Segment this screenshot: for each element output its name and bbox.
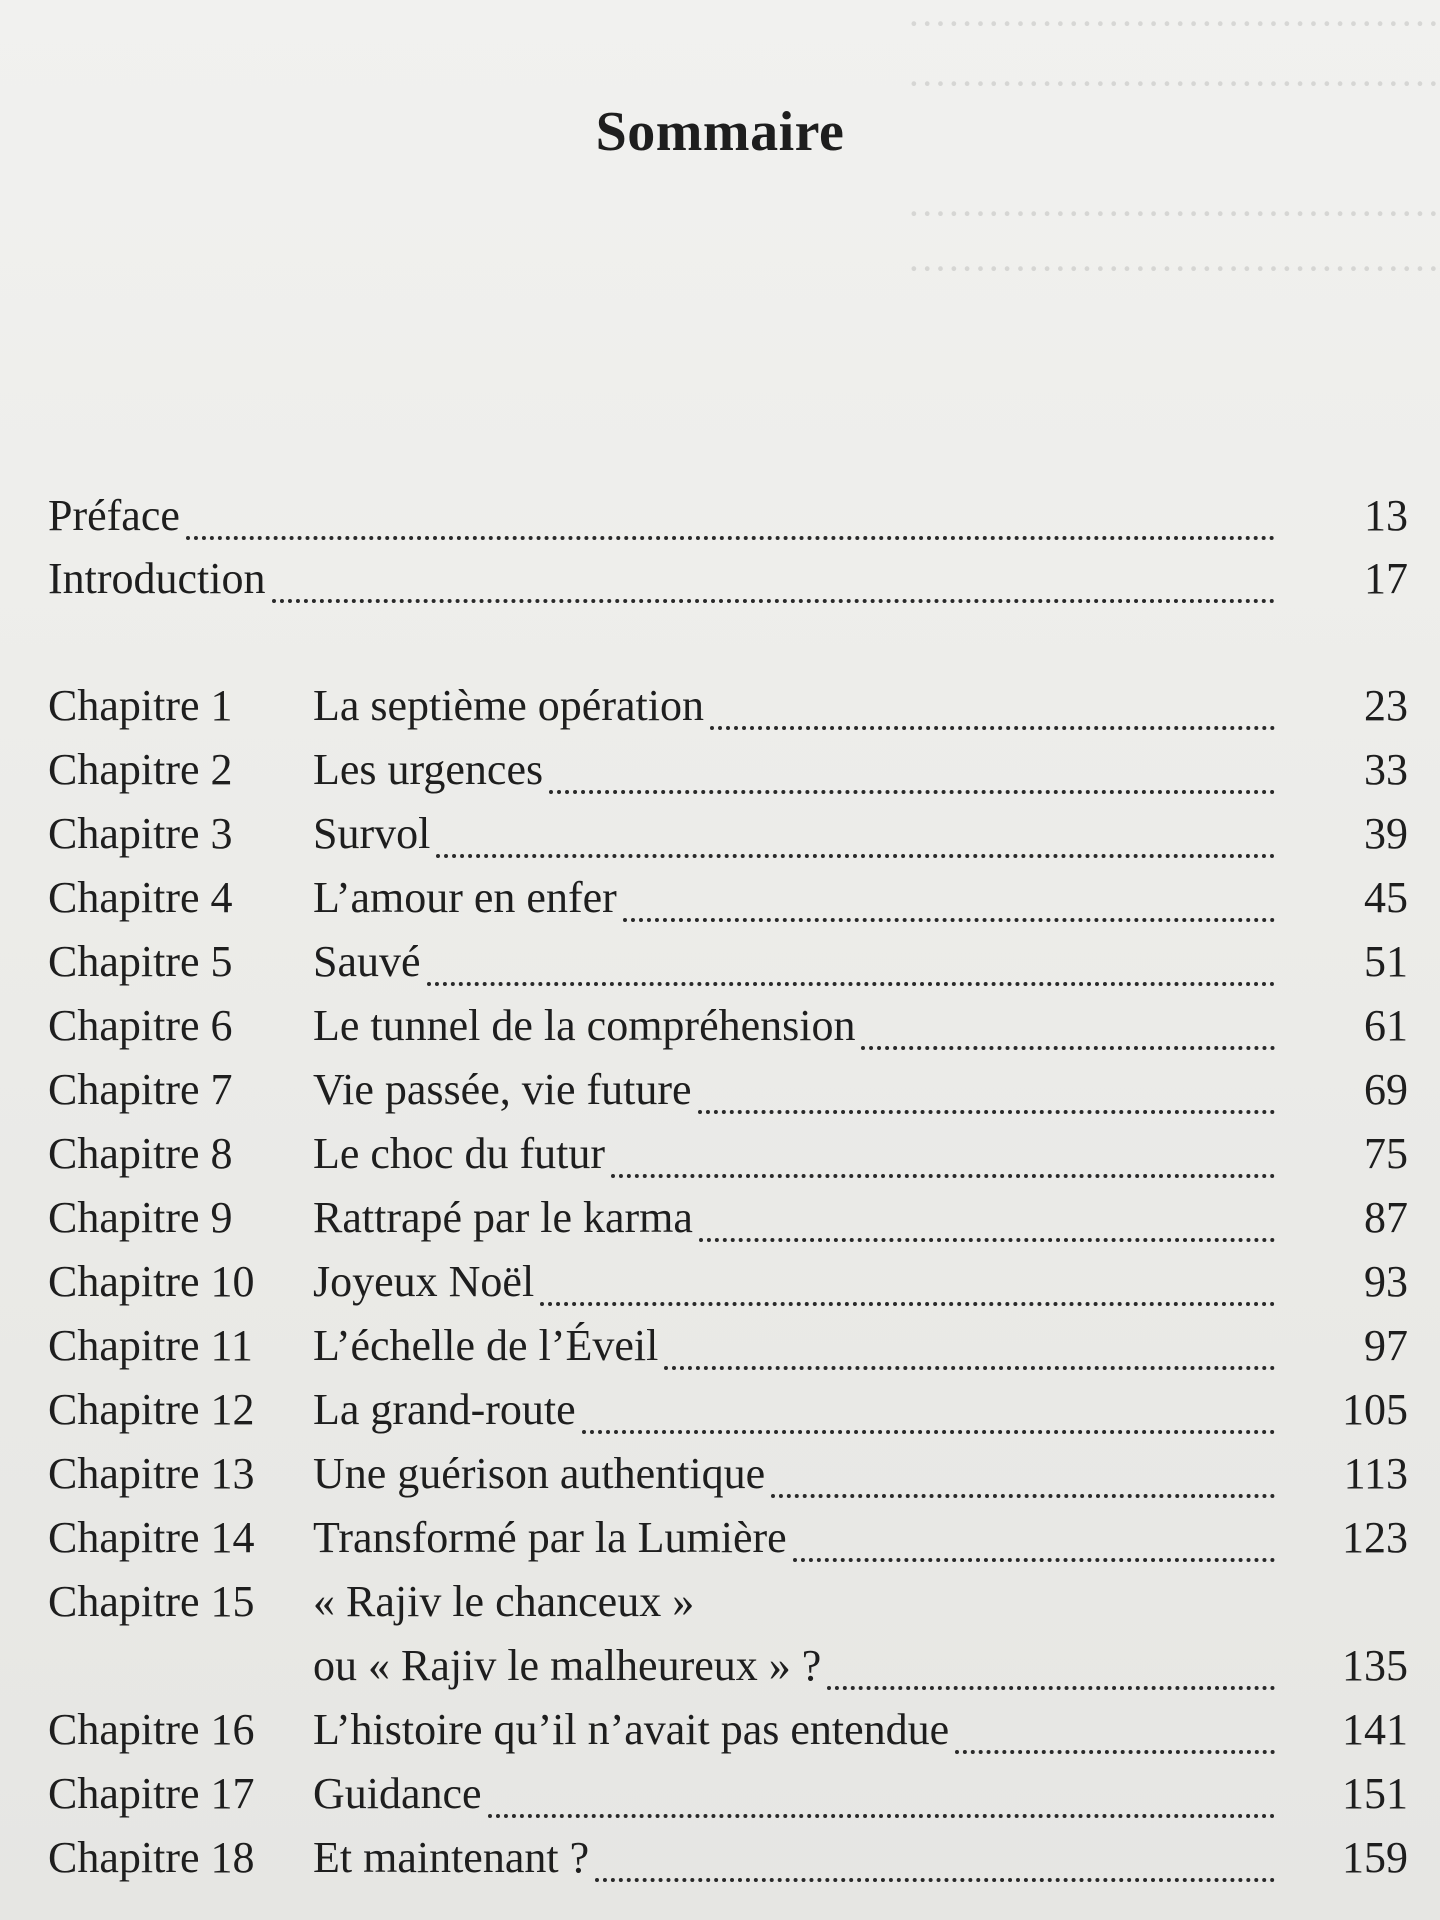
toc-entry[interactable] [48,553,1408,613]
toc-entry[interactable] [48,1128,1408,1188]
toc-page-number: 135 [1342,1641,1408,1690]
toc-entry[interactable] [48,808,1408,868]
toc-page-number: 23 [1364,681,1408,730]
toc-entry-title: Introduction [48,554,266,603]
dot-leader [186,536,1275,540]
toc-entry[interactable] [48,490,1408,550]
toc-page-number: 123 [1342,1513,1408,1562]
show-through-text: ········································ [907,1,1440,46]
toc-entry[interactable] [48,1000,1408,1060]
toc-entry-title: Guidance [313,1769,482,1818]
toc-entry[interactable] [48,1256,1408,1316]
dot-leader [272,599,1275,603]
toc-entry-title: Transformé par la Lumière [313,1513,787,1562]
toc-entry-title: « Rajiv le chanceux » [313,1577,695,1626]
toc-chapter-label: Chapitre 9 [48,1193,233,1242]
toc-entry-title: La septième opération [313,681,704,730]
toc-page-number: 97 [1364,1321,1408,1370]
dot-leader [861,1046,1275,1050]
dot-leader [488,1814,1275,1818]
toc-page-number: 105 [1342,1385,1408,1434]
toc-entry[interactable] [48,1832,1408,1892]
toc-entry-title: L’échelle de l’Éveil [313,1321,659,1370]
toc-chapter-label: Chapitre 18 [48,1833,255,1882]
toc-entry-title: L’histoire qu’il n’avait pas entendue [313,1705,950,1754]
toc-entry-title: Sauvé [313,937,421,986]
dot-leader [540,1302,1275,1306]
dot-leader [582,1430,1275,1434]
toc-page-number: 69 [1364,1065,1408,1114]
dot-leader [595,1878,1275,1882]
dot-leader [698,1110,1275,1114]
dot-leader [955,1750,1275,1754]
toc-chapter-label: Chapitre 12 [48,1385,255,1434]
toc-entry-title: La grand-route [313,1385,576,1434]
toc-chapter-label: Chapitre 4 [48,873,233,922]
toc-entry-title: Et maintenant ? [313,1833,590,1882]
toc-entry[interactable] [48,1320,1408,1380]
toc-chapter-label: Chapitre 6 [48,1001,233,1050]
dot-leader [623,918,1275,922]
dot-leader [827,1686,1275,1690]
dot-leader [611,1174,1275,1178]
toc-entry[interactable] [48,1640,1408,1700]
toc-entry[interactable] [48,1448,1408,1508]
toc-page-number: 75 [1364,1129,1408,1178]
toc-page-number: 141 [1342,1705,1408,1754]
dot-leader [793,1558,1275,1562]
toc-chapter-label: Chapitre 15 [48,1577,255,1626]
toc-page-number: 159 [1342,1833,1408,1882]
show-through-text: ········································ [907,191,1440,236]
page-title: Sommaire [595,101,845,163]
toc-entry[interactable] [48,1192,1408,1252]
toc-entry-title: Survol [313,809,431,858]
toc-page-number: 17 [1364,554,1408,603]
toc-entry-title: Le choc du futur [313,1129,605,1178]
toc-chapter-label: Chapitre 16 [48,1705,255,1754]
toc-entry[interactable] [48,1768,1408,1828]
toc-chapter-label: Chapitre 3 [48,809,233,858]
toc-entry[interactable] [48,936,1408,996]
toc-chapter-label: Chapitre 10 [48,1257,255,1306]
toc-page-number: 13 [1364,491,1408,540]
toc-chapter-label: Chapitre 8 [48,1129,233,1178]
toc-page-number: 51 [1364,937,1408,986]
toc-page-number: 113 [1343,1449,1408,1498]
dot-leader [664,1366,1275,1370]
toc-entry-title: Les urgences [313,745,544,794]
toc-chapter-label: Chapitre 14 [48,1513,255,1562]
dot-leader [436,854,1275,858]
toc-chapter-label: Chapitre 11 [48,1321,253,1370]
toc-page-number: 61 [1364,1001,1408,1050]
dot-leader [771,1494,1275,1498]
dot-leader [549,790,1275,794]
dot-leader [699,1238,1275,1242]
toc-page-number: 45 [1364,873,1408,922]
toc-entry-title: Vie passée, vie future [313,1065,692,1114]
toc-page-number: 39 [1364,809,1408,858]
toc-page-number: 93 [1364,1257,1408,1306]
toc-page-number: 33 [1364,745,1408,794]
toc-entry-title: Joyeux Noël [313,1257,535,1306]
show-through-text: ········································ [907,246,1440,291]
toc-chapter-label: Chapitre 2 [48,745,233,794]
toc-entry[interactable] [48,1384,1408,1444]
toc-entry[interactable] [48,1512,1408,1572]
toc-entry-title: Rattrapé par le karma [313,1193,693,1242]
toc-chapter-label: Chapitre 7 [48,1065,233,1114]
toc-entry[interactable] [48,744,1408,804]
toc-entry-title: ou « Rajiv le malheureux » ? [313,1641,822,1690]
toc-entry[interactable] [48,1064,1408,1124]
toc-chapter-label: Chapitre 13 [48,1449,255,1498]
toc-entry-title: Une guérison authentique [313,1449,766,1498]
toc-entry-title: Préface [48,491,180,540]
toc-entry[interactable] [48,1576,1408,1636]
toc-chapter-label: Chapitre 1 [48,681,233,730]
toc-entry-title: Le tunnel de la compréhension [313,1001,856,1050]
toc-entry-title: L’amour en enfer [313,873,617,922]
toc-chapter-label: Chapitre 5 [48,937,233,986]
toc-page-number: 87 [1364,1193,1408,1242]
toc-entry[interactable] [48,1704,1408,1764]
toc-entry[interactable] [48,872,1408,932]
toc-chapter-label: Chapitre 17 [48,1769,255,1818]
dot-leader [710,726,1275,730]
toc-page-number: 151 [1342,1769,1408,1818]
toc-entry[interactable] [48,680,1408,740]
show-through-text: ········································ [907,61,1440,106]
dot-leader [427,982,1275,986]
